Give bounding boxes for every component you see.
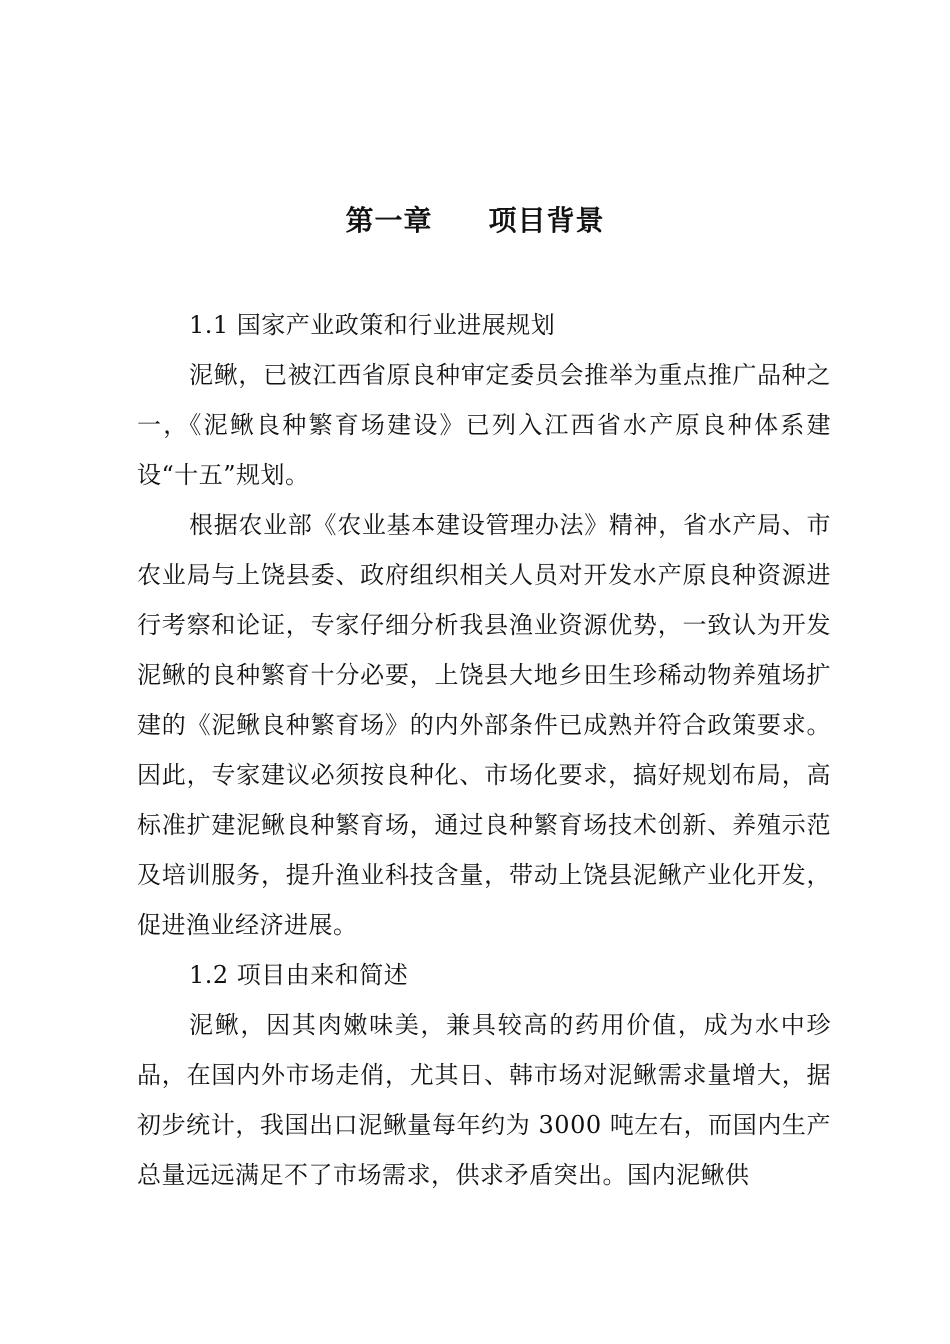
paragraph-policy-review: 根据农业部《农业基本建设管理办法》精神，省水产局、市农业局与上饶县委、政府组织相关人员对开发水产原良种资源进行考察和论证，专家仔细分析我县渔业资源优势，一致认为开发泥鳅的良种繁育十分必要，上饶县大地乡田生珍稀动物养殖场扩建的《泥鳅良种繁育场》的内外部条件已成熟并符合政策要求。因此，专家建议必须按良种化、市场化要求，搞好规划布局，高标准扩建泥鳅良种繁育场，通过良种繁育场技术创新、养殖示范及培训服务，提升渔业科技含量，带动上饶县泥鳅产业化开发，促进渔业经济进展。: [137, 511, 831, 939]
section-heading-1-1: 1.1 国家产业政策和行业进展规划: [189, 311, 556, 339]
paragraph-loach-promotion: 泥鳅，已被江西省原良种审定委员会推举为重点推广品种之一，《泥鳅良种繁育场建设》已列入江西省水产原良种体系建设“十五”规划。: [137, 361, 831, 489]
paragraph-market-demand: 泥鳅，因其肉嫩味美，兼具较高的药用价值，成为水中珍品，在国内外市场走俏，尤其日、韩市场对泥鳅需求量增大，据初步统计，我国出口泥鳅量每年约为 3000 吨左右，而国内生产总量远远满足不了市场需求，供求矛盾突出。国内泥鳅供: [137, 1011, 831, 1189]
chapter-number: 第一章: [345, 204, 433, 237]
chapter-name: 项目背景: [488, 204, 605, 237]
section-heading-1-2: 1.2 项目由来和简述: [189, 961, 409, 989]
body-text: [137, 300, 831, 1200]
chapter-title: [0, 196, 950, 246]
